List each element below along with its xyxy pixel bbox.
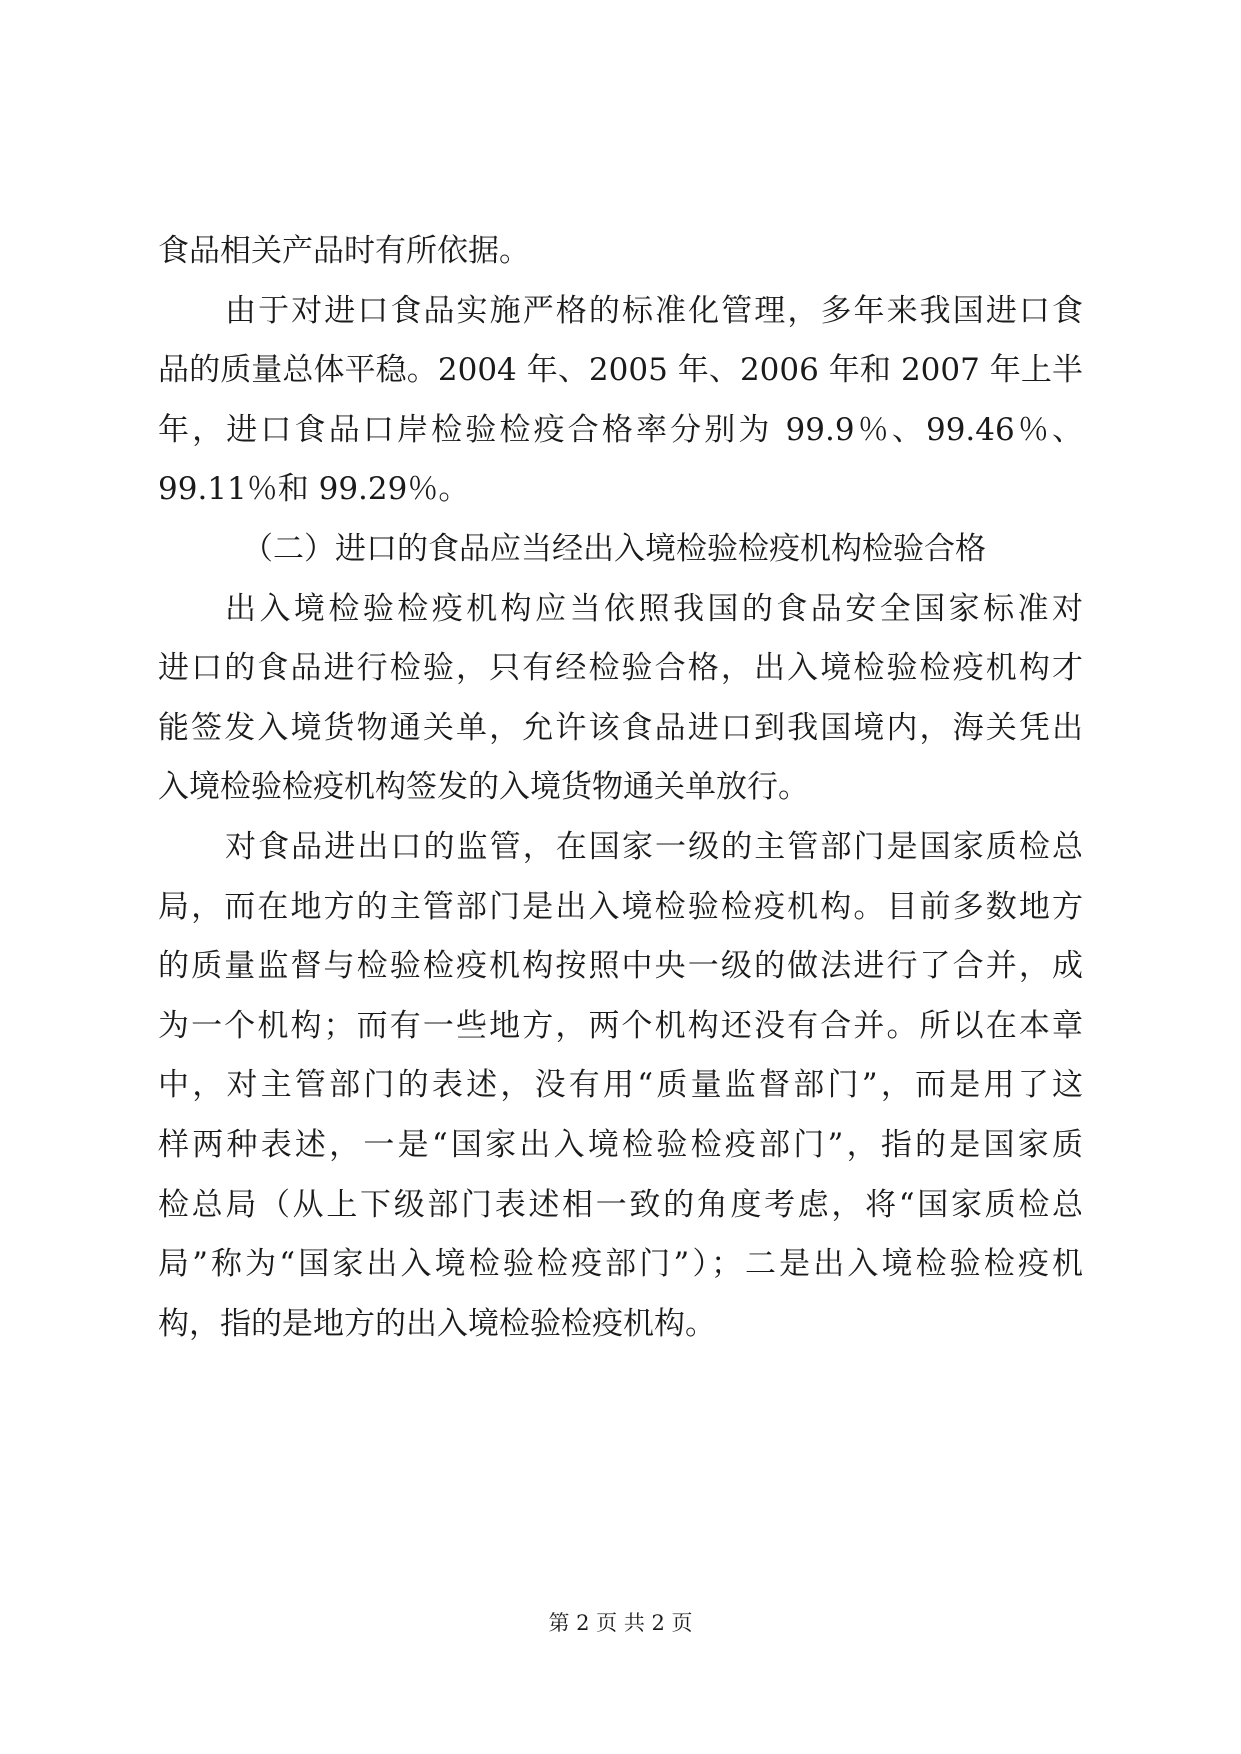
text-line: 构，指的是地方的出入境检验检疫机构。 [158, 1305, 716, 1342]
text-line: 品的质量总体平稳。2004 年、2005 年、2006 年和 2007 年上半 [158, 352, 1083, 389]
text-line: 食品相关产品时有所依据。 [158, 233, 530, 269]
text-line: 局，而在地方的主管部门是出入境检验检疫机构。目前多数地方 [158, 888, 1083, 925]
text-line: 由于对进口食品实施严格的标准化管理，多年来我国进口食 [225, 292, 1083, 329]
text-line: 对食品进出口的监管，在国家一级的主管部门是国家质检总 [225, 828, 1083, 865]
page-number-label: 第 2 页 共 2 页 [548, 1611, 693, 1635]
text-line: 的质量监督与检验检疫机构按照中央一级的做法进行了合并，成 [158, 948, 1083, 985]
document-body [158, 222, 1083, 1354]
text-line: 检总局（从上下级部门表述相一致的角度考虑，将“国家质检总 [158, 1186, 1083, 1223]
section-heading: （二）进口的食品应当经出入境检验检疫机构检验合格 [242, 530, 986, 567]
text-line: 为一个机构；而有一些地方，两个机构还没有合并。所以在本章 [158, 1007, 1083, 1044]
text-line: 年，进口食品口岸检验检疫合格率分别为 99.9％、99.46％、 [158, 411, 1083, 448]
text-line: 样两种表述，一是“国家出入境检验检疫部门”，指的是国家质 [158, 1126, 1083, 1163]
text-line: 进口的食品进行检验，只有经检验合格，出入境检验检疫机构才 [158, 650, 1083, 687]
text-line: 99.11％和 99.29％。 [158, 471, 470, 508]
text-line: 局”称为“国家出入境检验检疫部门”）；二是出入境检验检疫机 [158, 1246, 1083, 1283]
page-footer [0, 1609, 1241, 1637]
text-line: 能签发入境货物通关单，允许该食品进口到我国境内，海关凭出 [158, 709, 1083, 746]
text-line: 入境检验检疫机构签发的入境货物通关单放行。 [158, 769, 809, 806]
text-line: 中，对主管部门的表述，没有用“质量监督部门”，而是用了这 [158, 1067, 1083, 1104]
text-line: 出入境检验检疫机构应当依照我国的食品安全国家标准对 [225, 590, 1083, 627]
